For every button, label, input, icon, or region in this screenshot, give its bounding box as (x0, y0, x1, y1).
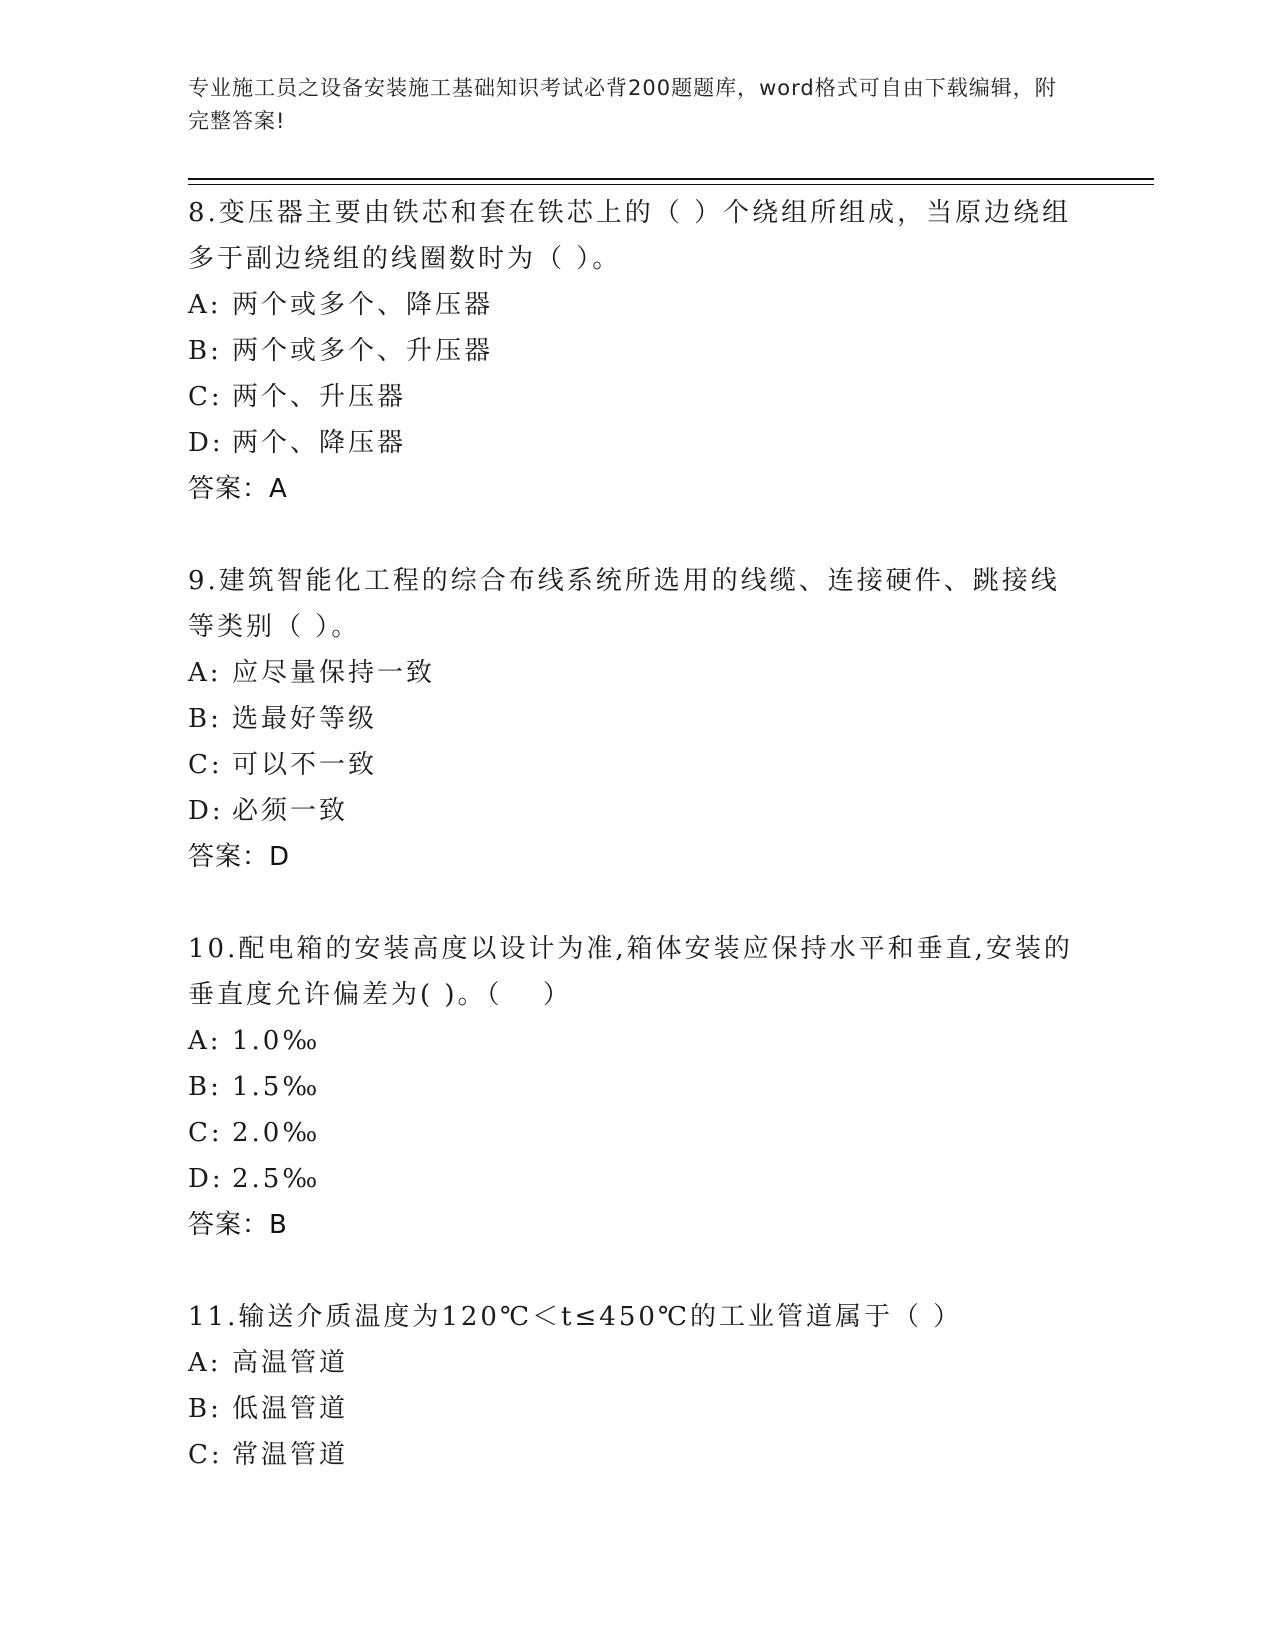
option-letter: A: (188, 1348, 222, 1378)
option-d (188, 420, 1088, 466)
option-letter: B: (188, 336, 222, 366)
option-text: 两个或多个、降压器 (232, 290, 494, 320)
option-c (188, 1110, 1088, 1156)
option-text: 1.0‰ (232, 1026, 321, 1056)
option-letter: A: (188, 1026, 222, 1056)
document-header-title: 专业施工员之设备安装施工基础知识考试必背200题题库，word格式可自由下载编辑，附完整答案! (188, 76, 1057, 133)
option-letter: A: (188, 290, 222, 320)
option-text: 两个、升压器 (232, 382, 407, 412)
option-b (188, 1064, 1088, 1110)
option-letter: A: (188, 658, 222, 688)
option-text: 两个或多个、升压器 (232, 336, 494, 366)
question-stem: 10.配电箱的安装高度以设计为准,箱体安装应保持水平和垂直,安装的垂直度允许偏差为( )。（ ） (188, 934, 1073, 1010)
question-9 (188, 558, 1088, 880)
option-letter: C: (188, 750, 223, 780)
option-text: 高温管道 (232, 1348, 349, 1378)
option-letter: D: (188, 796, 224, 826)
question-10 (188, 926, 1088, 1248)
option-a (188, 1340, 1088, 1386)
option-c (188, 1432, 1088, 1478)
option-text: 1.5‰ (232, 1072, 321, 1102)
answer-line: 答案：D (188, 842, 291, 872)
option-letter: C: (188, 1440, 223, 1470)
option-letter: B: (188, 704, 222, 734)
option-d (188, 1156, 1088, 1202)
answer-line: 答案：A (188, 474, 288, 504)
question-list (188, 190, 1088, 1524)
option-a (188, 1018, 1088, 1064)
option-a (188, 282, 1088, 328)
option-c (188, 374, 1088, 420)
option-text: 必须一致 (232, 796, 349, 826)
option-b (188, 328, 1088, 374)
option-d (188, 788, 1088, 834)
option-text: 可以不一致 (232, 750, 378, 780)
option-b (188, 696, 1088, 742)
option-text: 常温管道 (232, 1440, 349, 1470)
option-text: 两个、降压器 (232, 428, 407, 458)
option-letter: C: (188, 1118, 223, 1148)
question-11 (188, 1294, 1088, 1478)
answer-line: 答案：B (188, 1210, 288, 1240)
option-text: 选最好等级 (232, 704, 378, 734)
option-a (188, 650, 1088, 696)
question-8 (188, 190, 1088, 512)
question-stem: 8.变压器主要由铁芯和套在铁芯上的（ ）个绕组所组成，当原边绕组多于副边绕组的线圈数时为（ ）。 (188, 198, 1072, 274)
header-divider-thick (188, 178, 1154, 180)
option-text: 2.5‰ (232, 1164, 321, 1194)
option-c (188, 742, 1088, 788)
option-letter: C: (188, 382, 223, 412)
option-letter: D: (188, 1164, 224, 1194)
option-text: 低温管道 (232, 1394, 349, 1424)
option-letter: B: (188, 1394, 222, 1424)
option-letter: B: (188, 1072, 222, 1102)
option-text: 2.0‰ (232, 1118, 321, 1148)
option-text: 应尽量保持一致 (232, 658, 436, 688)
option-b (188, 1386, 1088, 1432)
question-stem: 11.输送介质温度为120℃＜t≤450℃的工业管道属于（ ） (188, 1302, 963, 1332)
option-letter: D: (188, 428, 224, 458)
header-divider-thin (188, 184, 1154, 185)
question-stem: 9.建筑智能化工程的综合布线系统所选用的线缆、连接硬件、跳接线等类别（ ）。 (188, 566, 1060, 642)
